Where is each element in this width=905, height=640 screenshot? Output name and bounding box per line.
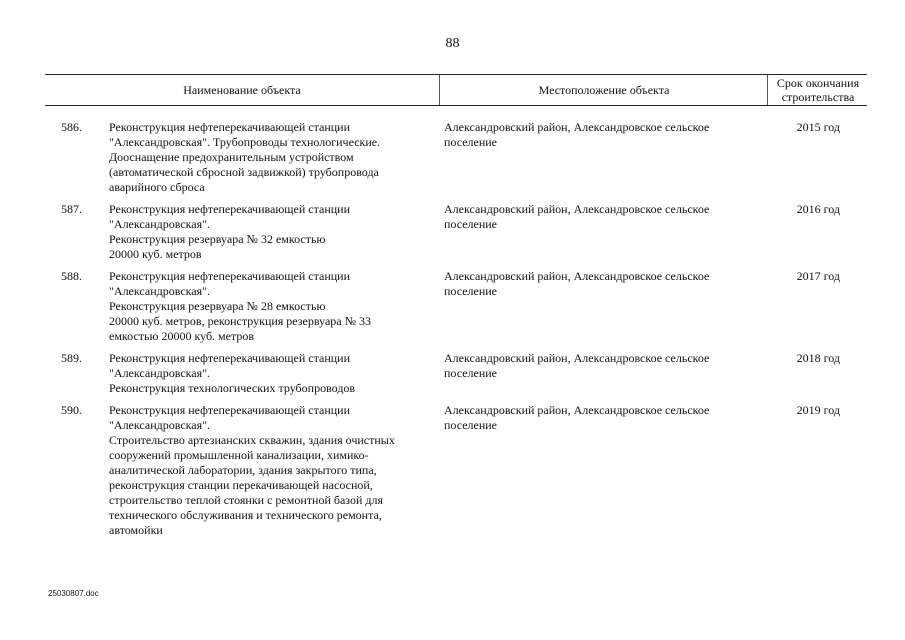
table-row [45, 403, 867, 538]
object-location-line: Александровский район, Александровское сельское [444, 120, 710, 134]
object-name-line: технического обслуживания и технического ремонта, [109, 508, 382, 522]
object-name-line: строительство теплой стоянки с ремонтной базой для [109, 493, 383, 507]
object-name-line: Реконструкция нефтеперекачивающей станции [109, 202, 351, 216]
object-name-line: "Александровская". Трубопроводы технологические. [109, 135, 381, 149]
object-location-line: Александровский район, Александровское сельское [444, 202, 710, 216]
table-row [45, 351, 867, 396]
object-location-line: поселение [444, 217, 498, 231]
row-number: 586. [61, 120, 82, 134]
completion-year: 2015 год [796, 120, 840, 134]
document-filename: 25030807.doc [48, 589, 99, 598]
header-deadline-line1: Срок окончания [776, 76, 860, 90]
table-row [45, 269, 867, 344]
object-location [444, 120, 744, 150]
page-number: 88 [445, 36, 460, 51]
object-name-line: сооружений промышленной канализации, химико- [109, 448, 369, 462]
object-name-line: "Александровская". [109, 366, 211, 380]
header-object-location: Местоположение объекта [439, 75, 768, 105]
object-location-line: поселение [444, 284, 498, 298]
object-location-line: Александровский район, Александровское сельское [444, 269, 710, 283]
row-number: 588. [61, 269, 82, 283]
object-location [444, 269, 744, 299]
object-location-line: Александровский район, Александровское сельское [444, 403, 710, 417]
object-name [109, 351, 424, 396]
object-name-line: "Александровская". [109, 217, 211, 231]
object-name-line: Реконструкция резервуара № 28 емкостью [109, 299, 326, 313]
object-name-line: Реконструкция технологических трубопроводов [109, 381, 356, 395]
object-name-line: Реконструкция нефтеперекачивающей станции [109, 351, 351, 365]
header-deadline-line2: строительства [781, 90, 855, 104]
object-name-line: Реконструкция нефтеперекачивающей станции [109, 269, 351, 283]
object-name [109, 403, 424, 538]
header-object-name: Наименование объекта [183, 83, 301, 97]
completion-year: 2019 год [796, 403, 840, 417]
table-row [45, 120, 867, 195]
completion-year: 2017 год [796, 269, 840, 283]
header-deadline [767, 75, 868, 105]
object-name-line: "Александровская". [109, 284, 211, 298]
object-name-line: емкостью 20000 куб. метров [109, 329, 255, 343]
object-name-line: 20000 куб. метров [109, 247, 202, 261]
object-location [444, 202, 744, 232]
row-number: 589. [61, 351, 82, 365]
object-name-line: (автоматической сбросной задвижкой) трубопровода [109, 165, 379, 179]
object-name [109, 202, 424, 262]
object-name [109, 269, 424, 344]
object-name-line: Реконструкция нефтеперекачивающей станции [109, 403, 351, 417]
object-location [444, 403, 744, 433]
completion-year: 2016 год [796, 202, 840, 216]
object-name [109, 120, 424, 195]
object-location [444, 351, 744, 381]
table-header [45, 74, 867, 106]
object-name-line: аналитической лаборатории, здания закрытого типа, [109, 463, 377, 477]
row-number: 587. [61, 202, 82, 216]
row-number: 590. [61, 403, 82, 417]
object-location-line: поселение [444, 135, 498, 149]
object-name-line: 20000 куб. метров, реконструкция резервуара № 33 [109, 314, 372, 328]
object-location-line: поселение [444, 418, 498, 432]
table-row [45, 202, 867, 262]
object-name-line: Реконструкция резервуара № 32 емкостью [109, 232, 326, 246]
object-name-line: реконструкция станции перекачивающей насосной, [109, 478, 373, 492]
object-location-line: поселение [444, 366, 498, 380]
object-name-line: Реконструкция нефтеперекачивающей станции [109, 120, 351, 134]
object-name-line: Строительство артезианских скважин, здания очистных [109, 433, 395, 447]
object-location-line: Александровский район, Александровское сельское [444, 351, 710, 365]
completion-year: 2018 год [796, 351, 840, 365]
object-name-line: Дооснащение предохранительным устройством [109, 150, 354, 164]
table-body [45, 120, 867, 545]
object-name-line: автомойки [109, 523, 163, 537]
object-name-line: "Александровская". [109, 418, 211, 432]
object-name-line: аварийного сброса [109, 180, 205, 194]
